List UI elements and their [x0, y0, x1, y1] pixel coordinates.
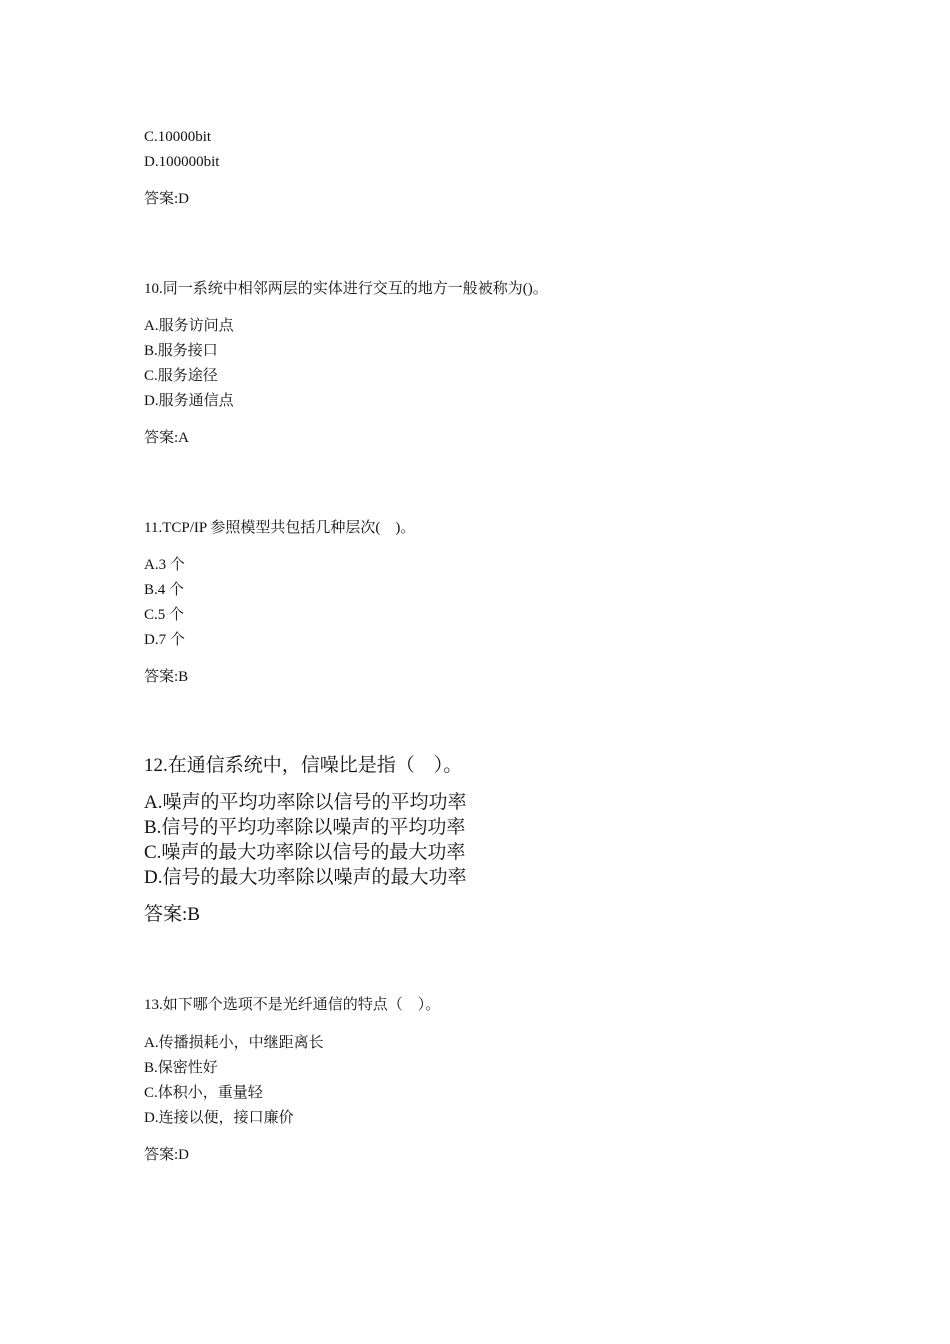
option-d: D.服务通信点: [144, 393, 234, 409]
option-c: C.10000bit: [144, 129, 212, 145]
option-c: C.体积小，重量轻: [144, 1085, 263, 1101]
question-stem: 13.如下哪个选项不是光纤通信的特点（ ）。: [144, 997, 441, 1013]
option-d: D.信号的最大功率除以噪声的最大功率: [144, 867, 467, 888]
option-d: D.100000bit: [144, 154, 220, 170]
answer: 答案:B: [144, 669, 189, 685]
option-c: C.服务途径: [144, 368, 218, 384]
question-stem: 11.TCP/IP 参照模型共包括几种层次( )。: [144, 520, 416, 536]
option-c: C.噪声的最大功率除以信号的最大功率: [144, 842, 466, 863]
question-stem: 12.在通信系统中，信噪比是指（ ）。: [144, 755, 463, 776]
answer: 答案:D: [144, 191, 190, 207]
option-a: A.服务访问点: [144, 318, 234, 334]
option-d: D.7 个: [144, 632, 185, 648]
option-a: A.传播损耗小，中继距离长: [144, 1035, 324, 1051]
option-d: D.连接以便，接口廉价: [144, 1110, 294, 1126]
answer: 答案:A: [144, 430, 190, 446]
option-b: B.4 个: [144, 582, 185, 598]
question-stem: 10.同一系统中相邻两层的实体进行交互的地方一般被称为()。: [144, 281, 548, 297]
option-c: C.5 个: [144, 607, 185, 623]
option-b: B.保密性好: [144, 1060, 218, 1076]
option-a: A.噪声的平均功率除以信号的平均功率: [144, 792, 467, 813]
option-b: B.信号的平均功率除以噪声的平均功率: [144, 817, 466, 838]
answer: 答案:D: [144, 1147, 190, 1163]
option-b: B.服务接口: [144, 343, 218, 359]
answer: 答案:B: [144, 904, 200, 925]
option-a: A.3 个: [144, 557, 185, 573]
